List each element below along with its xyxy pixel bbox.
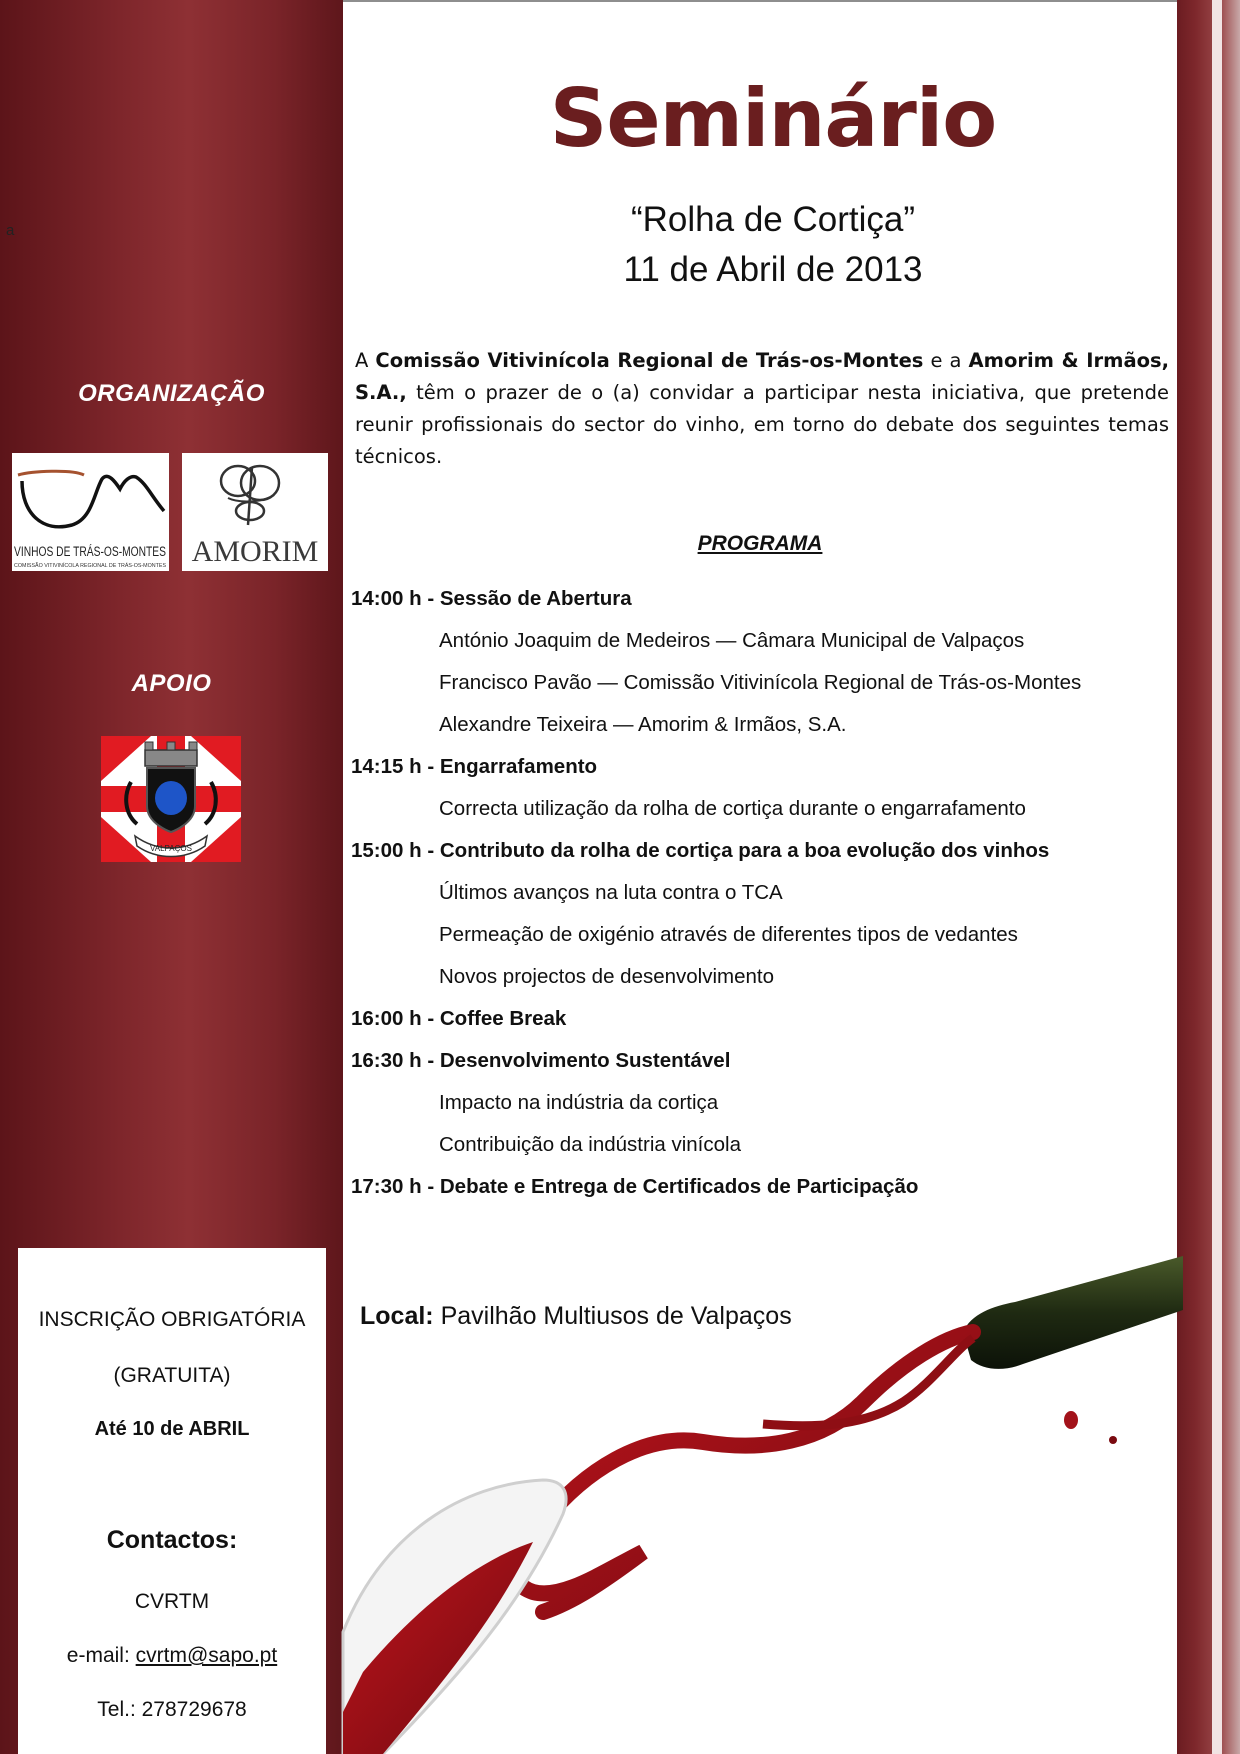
intro-text-3: têm o prazer de o (a) convidar a participar nesta iniciativa, que pretende reunir profissionais do sector do vinho, em torno do debate dos seguintes temas técnicos. — [355, 381, 1169, 468]
amorim-logo — [182, 453, 328, 571]
program-session-title: Coffee Break — [439, 1007, 567, 1030]
program-time: 16:00 h - — [351, 1007, 440, 1030]
program-session-title: Engarrafamento — [439, 755, 598, 778]
program-time: 14:00 h - — [351, 587, 440, 610]
program-item — [351, 1049, 730, 1073]
seminar-date: 11 de Abril de 2013 — [623, 250, 923, 289]
registration-deadline: Até 10 de ABRIL — [94, 1418, 250, 1440]
email-link[interactable]: cvrtm@sapo.pt — [135, 1644, 278, 1667]
program-session-title: Debate e Entrega de Certificados de Participação — [439, 1175, 919, 1198]
program-subitem: Impacto na indústria da cortiça — [439, 1091, 719, 1114]
program-time: 14:15 h - — [351, 755, 440, 778]
registration-mandatory: INSCRIÇÃO OBRIGATÓRIA — [38, 1308, 306, 1331]
wine-drop — [1064, 1411, 1078, 1429]
contacts-org: CVRTM — [134, 1590, 210, 1613]
valpacos-crest — [101, 736, 241, 862]
apoio-heading: APOIO — [131, 670, 212, 697]
valpacos-crest-image — [101, 736, 241, 862]
program-time: 17:30 h - — [351, 1175, 440, 1198]
program-subitem: Correcta utilização da rolha de cortiça durante o engarrafamento — [439, 797, 1026, 820]
crest-label: VALPAÇOS — [150, 844, 192, 853]
contacts-email-line — [18, 1644, 326, 1668]
program-item — [351, 587, 632, 611]
seminar-subtitle: “Rolha de Cortiça” — [631, 200, 915, 239]
program-subitem: António Joaquim de Medeiros — Câmara Municipal de Valpaços — [439, 629, 1025, 652]
contacts-heading: Contactos: — [106, 1526, 238, 1554]
bottle-neck — [963, 1256, 1183, 1369]
program-time: 15:00 h - — [351, 839, 440, 862]
intro-text-2: e a — [923, 349, 969, 372]
registration-free: (GRATUITA) — [113, 1364, 231, 1387]
page-title: Seminário — [549, 72, 997, 165]
program-time: 16:30 h - — [351, 1049, 440, 1072]
location-value: Pavilhão Multiusos de Valpaços — [433, 1302, 792, 1330]
program-subitem: Contribuição da indústria vinícola — [439, 1133, 741, 1156]
program-item — [351, 1175, 918, 1199]
cvrtm-logo-title: VINHOS DE TRÁS-OS-MONTES — [14, 544, 166, 559]
program-subitem: Francisco Pavão — Comissão Vitivinícola Regional de Trás-os-Montes — [439, 671, 1082, 694]
program-session-title: Contributo da rolha de cortiça para a boa evolução dos vinhos — [439, 839, 1050, 862]
amorim-logo-mark — [182, 453, 328, 571]
contacts-phone: Tel.: 278729678 — [97, 1698, 247, 1721]
organizacao-heading: ORGANIZAÇÃO — [78, 380, 265, 407]
intro-paragraph — [355, 345, 1169, 473]
program-item — [351, 755, 597, 779]
intro-text-1: A — [355, 349, 376, 372]
cvrtm-logo — [12, 453, 169, 571]
program-subitem: Últimos avanços na luta contra o TCA — [439, 881, 783, 904]
stray-character: a — [6, 222, 15, 239]
wine-stream — [515, 1332, 973, 1612]
registration-box — [18, 1248, 326, 1754]
top-border-line — [343, 0, 1177, 2]
cvrtm-logo-subtitle: COMISSÃO VITIVINÍCOLA REGIONAL DE TRÁS-OS-MONTES — [14, 563, 171, 569]
program-session-title: Sessão de Abertura — [439, 587, 632, 610]
location-label: Local: — [360, 1302, 434, 1330]
program-title: PROGRAMA — [697, 532, 823, 555]
right-decor-stripe — [1212, 0, 1222, 1754]
program-item — [351, 839, 1049, 863]
cvrtm-logo-mark — [12, 453, 169, 571]
intro-org-amorim: Amorim & Irmãos, S.A., — [355, 349, 1170, 404]
program-subitem: Alexandre Teixeira — Amorim & Irmãos, S.A. — [439, 713, 847, 736]
program-session-title: Desenvolvimento Sustentável — [439, 1049, 731, 1072]
intro-org-cvrtm: Comissão Vitivinícola Regional de Trás-os-Montes — [375, 349, 924, 372]
program-subitem: Permeação de oxigénio através de diferentes tipos de vedantes — [439, 923, 1018, 946]
amorim-logo-text: AMORIM — [191, 535, 319, 568]
wine-drop — [1109, 1436, 1117, 1444]
program-item — [351, 1007, 566, 1031]
email-label: e-mail: — [66, 1644, 136, 1667]
program-subitem: Novos projectos de desenvolvimento — [439, 965, 775, 988]
location-line — [360, 1302, 792, 1331]
